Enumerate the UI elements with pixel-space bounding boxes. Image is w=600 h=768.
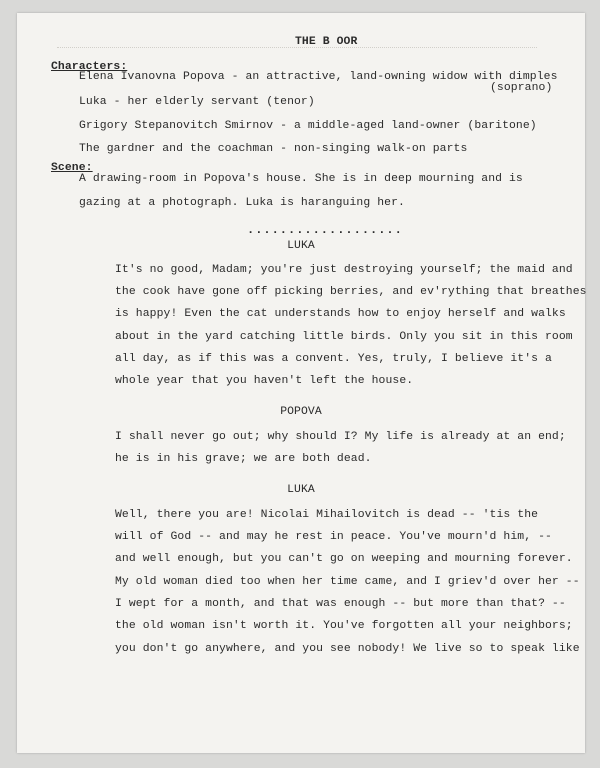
dialogue-line: you don't go anywhere, and you see nobody! We live so to speak like <box>115 643 580 655</box>
character-smirnov: Grigory Stepanovitch Smirnov - a middle-aged land-owner (baritone) <box>79 120 537 132</box>
section-separator: ................... <box>247 223 403 237</box>
character-gardner: The gardner and the coachman - non-singing walk-on parts <box>79 143 468 155</box>
characters-label: Characters: <box>51 61 128 73</box>
typescript-page <box>17 13 585 753</box>
dialogue-line: about in the yard catching little birds. Only you sit in this room <box>115 331 573 343</box>
dialogue-line: and well enough, but you can't go on weeping and mourning forever. <box>115 553 573 565</box>
dialogue-line: is happy! Even the cat understands how to enjoy herself and walks <box>115 308 566 320</box>
scene-line: gazing at a photograph. Luka is haranguing her. <box>79 197 405 209</box>
dialogue-line: will of God -- and may he rest in peace. You've mourn'd him, -- <box>115 531 552 543</box>
dialogue-line: the old woman isn't worth it. You've forgotten all your neighbors; <box>115 620 573 632</box>
dialogue-line: It's no good, Madam; you're just destroying yourself; the maid and <box>115 264 573 276</box>
character-popova: Elena Ivanovna Popova - an attractive, land-owning widow with dimples <box>79 71 558 83</box>
scene-label: Scene: <box>51 162 93 174</box>
dialogue-line: Well, there you are! Nicolai Mihailovitch is dead -- 'tis the <box>115 509 539 521</box>
speaker-name: LUKA <box>287 484 315 496</box>
dialogue-line: My old woman died too when her time came, and I griev'd over her -- <box>115 576 580 588</box>
character-popova-voice: (soprano) <box>490 82 553 94</box>
dialogue-line: the cook have gone off picking berries, and ev'rything that breathes <box>115 286 587 298</box>
dialogue-line: I shall never go out; why should I? My life is already at an end; <box>115 431 566 443</box>
dialogue-line: all day, as if this was a convent. Yes, truly, I believe it's a <box>115 353 552 365</box>
scene-line: A drawing-room in Popova's house. She is in deep mourning and is <box>79 173 523 185</box>
dialogue-line: whole year that you haven't left the house. <box>115 375 414 387</box>
dialogue-line: he is in his grave; we are both dead. <box>115 453 372 465</box>
dialogue-line: I wept for a month, and that was enough -- but more than that? -- <box>115 598 566 610</box>
speaker-name: LUKA <box>287 240 315 252</box>
page-title: THE B OOR <box>295 36 358 48</box>
speaker-name: POPOVA <box>280 406 322 418</box>
character-luka: Luka - her elderly servant (tenor) <box>79 96 315 108</box>
